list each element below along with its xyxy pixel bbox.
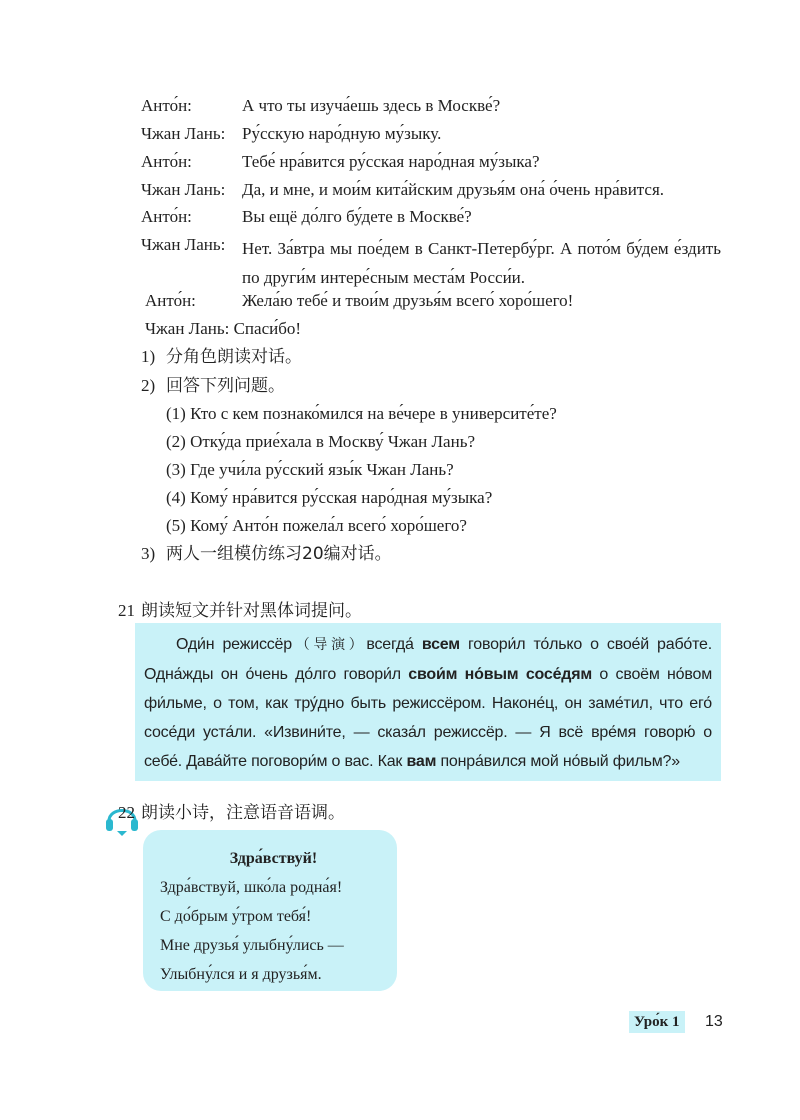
- task-text: 两人一组模仿练习20编对话。: [166, 544, 392, 564]
- bold-word: вам: [406, 753, 437, 770]
- poem-box: [143, 830, 397, 991]
- speaker-name: Анто́н:: [145, 291, 196, 310]
- exercise-instruction: 朗读小诗，注意语音语调。: [141, 803, 345, 823]
- bold-word: свои́м но́вым сосе́дям: [408, 666, 593, 683]
- dialogue-text: Нет. За́втра мы пое́дем в Санкт-Петербу́рг. А пото́м бу́дем е́здить по други́м интере́сным места́м Росси́и.: [242, 239, 721, 287]
- dialogue-text: А что ты изуча́ешь здесь в Москве́?: [242, 96, 501, 115]
- speaker-name: Анто́н:: [141, 152, 192, 171]
- exercise-number: 21: [118, 601, 135, 620]
- poem-line: Улыбну́лся и я друзья́м.: [160, 966, 322, 983]
- speaker-name: Чжан Лань:: [141, 180, 226, 199]
- exercise-instruction: 朗读短文并针对黑体词提问。: [141, 601, 362, 621]
- speaker-name: Анто́н:: [141, 96, 192, 115]
- task-text: 分角色朗读对话。: [166, 347, 302, 367]
- speaker-name: Анто́н:: [141, 207, 192, 226]
- reading-text-box: [135, 623, 721, 781]
- dialogue-text: Ру́сскую наро́дную му́зыку.: [242, 124, 442, 143]
- question: (5) Кому́ Анто́н пожела́л всего́ хоро́шего?: [166, 516, 467, 535]
- translation-gloss: （导演）: [291, 637, 367, 653]
- poem-line: Мне друзья́ улыбну́лись —: [160, 937, 344, 954]
- poem-line: Здра́вствуй, шко́ла родна́я!: [160, 879, 343, 896]
- task-number: 3): [141, 544, 156, 563]
- exercise-number: 22: [118, 803, 135, 822]
- task-text: 回答下列问题。: [166, 376, 285, 396]
- poem-title: Здра́вствуй!: [229, 850, 318, 867]
- question: (1) Кто с кем познако́мился на ве́чере в университе́те?: [166, 404, 557, 423]
- question: (2) Отку́да прие́хала в Москву́ Чжан Лань?: [166, 432, 475, 451]
- bold-word: всем: [421, 636, 460, 653]
- dialogue-text: Жела́ю тебе́ и твои́м друзья́м всего́ хоро́шего!: [242, 291, 574, 310]
- dialogue-text: Вы ещё до́лго бу́дете в Москве́?: [242, 207, 472, 226]
- reading-paragraph: Оди́н режиссёр（导演）всегда́ всем говори́л то́лько о свое́й рабо́те. Одна́жды он о́чень до́лго говори́л свои́м но́вым сосе́дям о своём но́вом фи́льме, о том, как тру́дно быть режиссёром. Наконе́ц, он заме́тил, что его́ сосе́ди уста́ли. «Извини́те, — сказа́л режиссёр. — Я всё вре́мя говорю́ о себе́. Дава́йте поговори́м о вас. Как вам понра́вился мой но́вый фильм?»: [144, 636, 713, 770]
- lesson-label: Уро́к 1: [629, 1011, 685, 1033]
- dialogue-last-line: Чжан Лань: Спаси́бо!: [145, 319, 302, 338]
- speaker-name: Чжан Лань:: [141, 124, 226, 143]
- task-number: 1): [141, 347, 156, 366]
- poem-line: С до́брым у́тром тебя́!: [160, 908, 312, 925]
- page-number: 13: [705, 1013, 723, 1030]
- speaker-name: Чжан Лань:: [141, 235, 226, 254]
- question: (3) Где учи́ла ру́сский язы́к Чжан Лань?: [166, 460, 454, 479]
- dialogue-text: Да, и мне, и мои́м кита́йским друзья́м она́ о́чень нра́вится.: [242, 180, 665, 199]
- dialogue-text: Тебе́ нра́вится ру́сская наро́дная му́зыка?: [242, 152, 540, 171]
- task-number: 2): [141, 376, 156, 395]
- question: (4) Кому́ нра́вится ру́сская наро́дная му́зыка?: [166, 488, 493, 507]
